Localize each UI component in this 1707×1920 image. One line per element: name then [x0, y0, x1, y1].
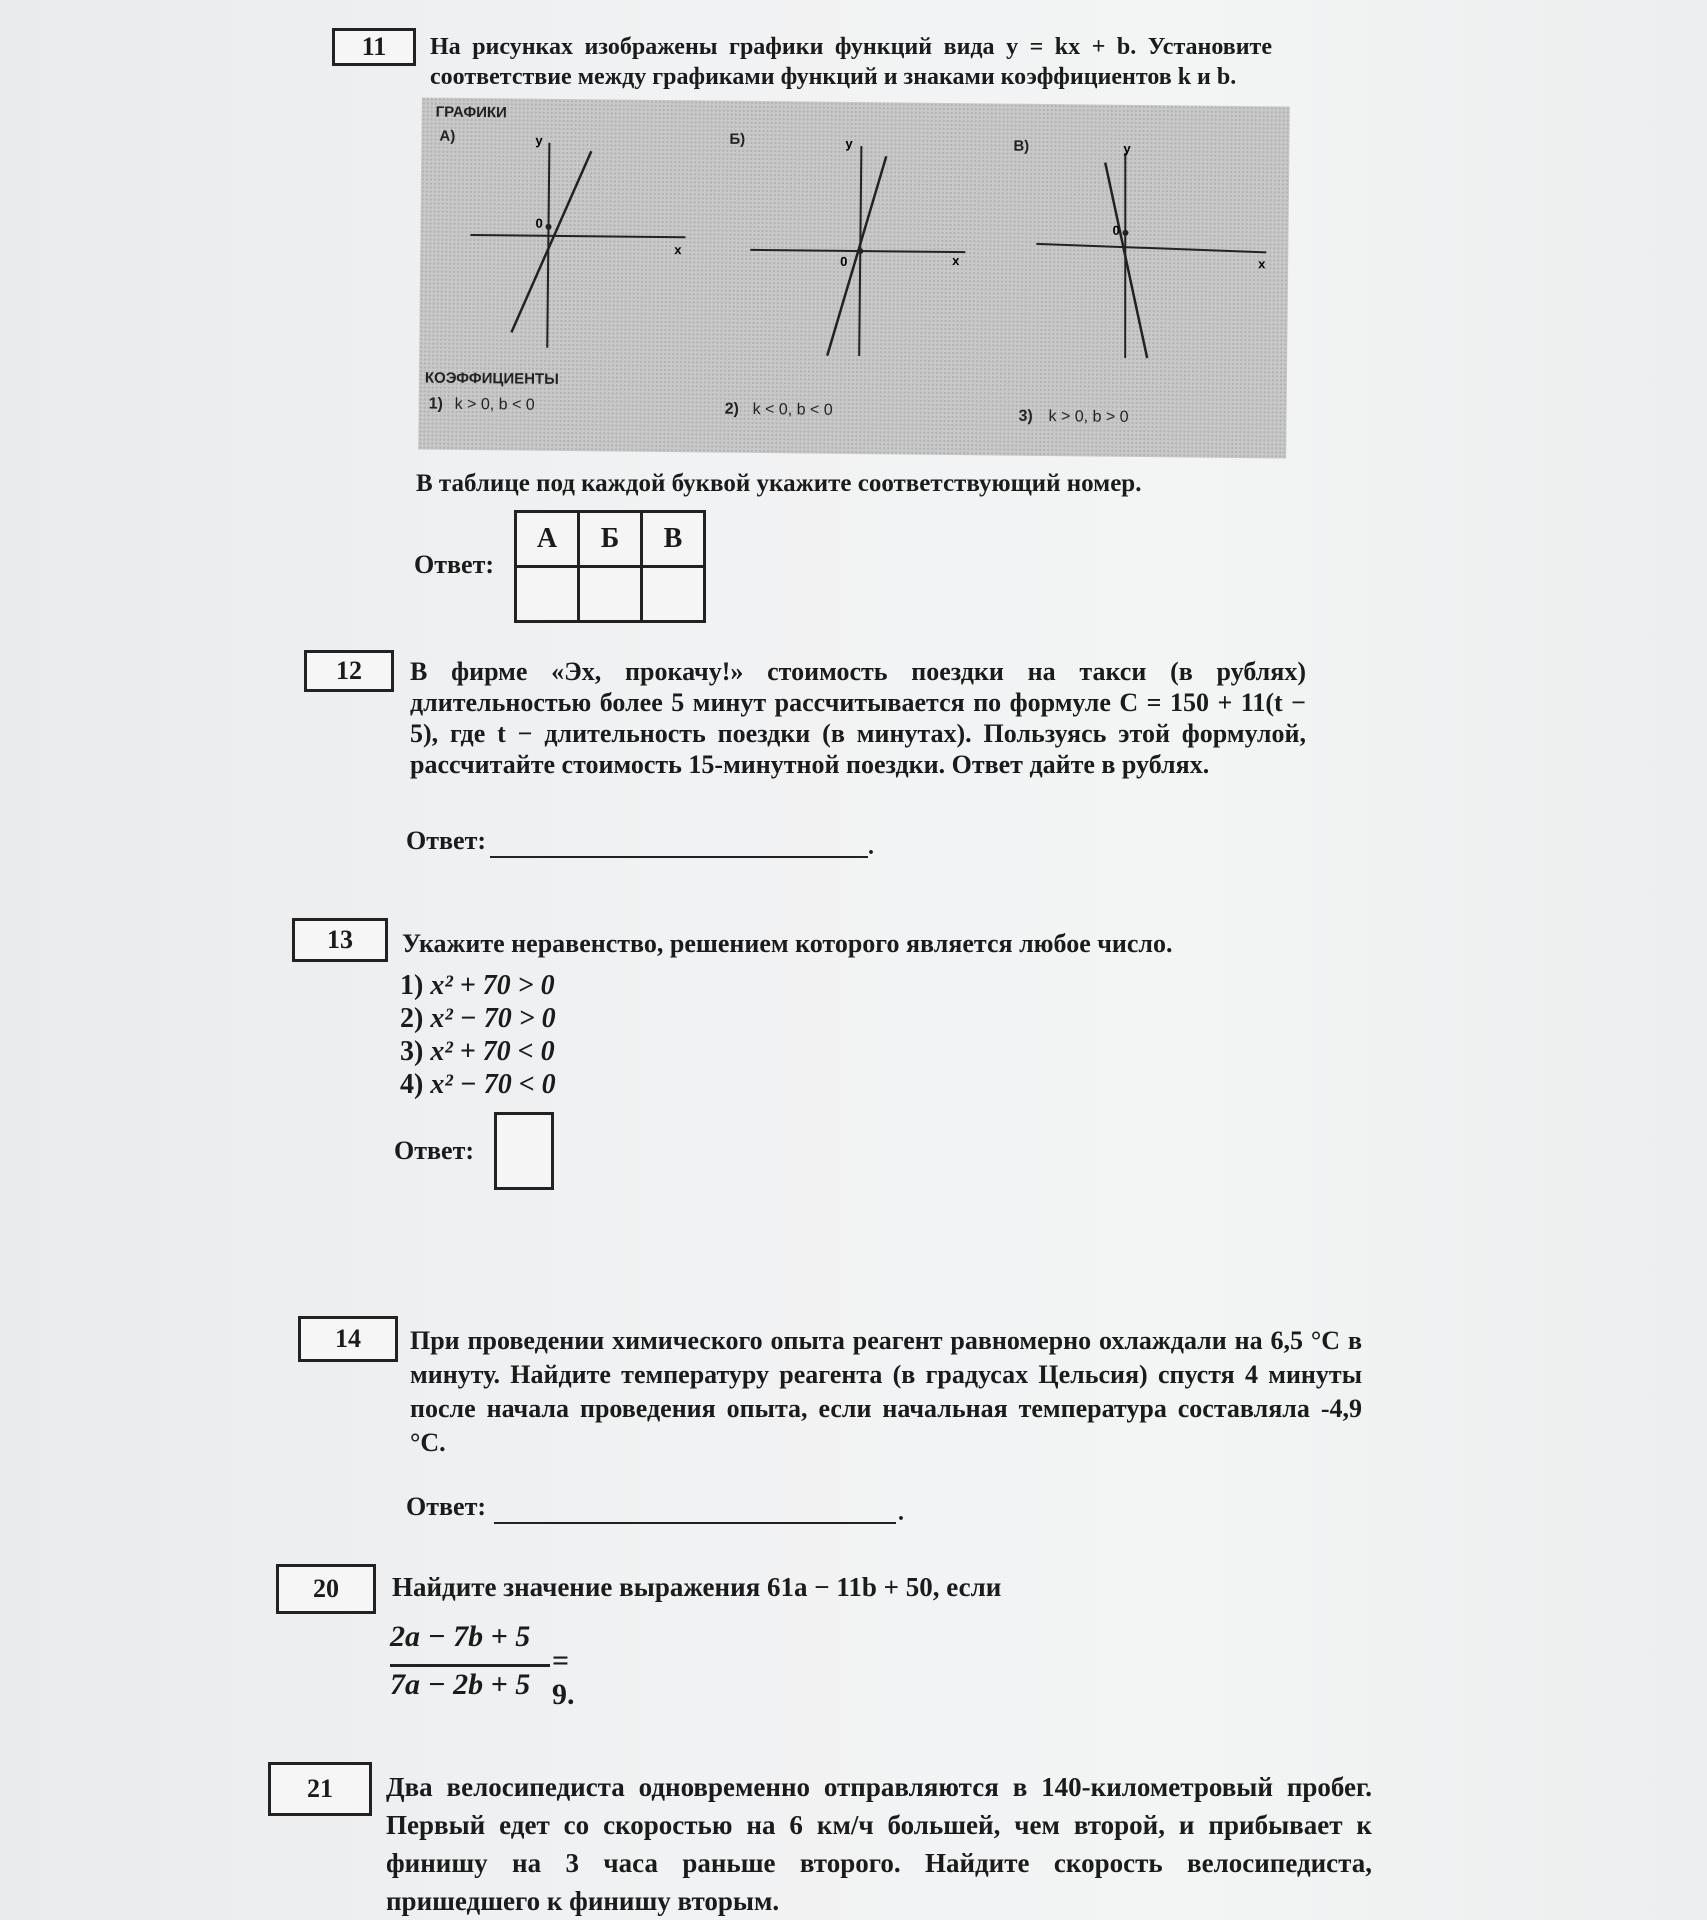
coef-2-num: 2)	[724, 400, 739, 418]
task-21-text: Два велосипедиста одновременно отправляются в 140-километровый пробег. Первый едет со скоростью на 6 км/ч большей, чем второй, и прибывает к финишу на 3 часа раньше второго. Найдите скорость велосипедиста, пришедшего к финишу вторым.	[386, 1772, 1372, 1916]
fraction-bar	[390, 1664, 550, 1667]
coef-1-num: 1)	[428, 395, 443, 413]
coefficients-header: КОЭФФИЦИЕНТЫ	[424, 369, 559, 388]
graphs-header: ГРАФИКИ	[435, 103, 507, 122]
task-20-text: Найдите значение выражения 61a − 11b + 50, если	[392, 1572, 1002, 1602]
task-13-text: Укажите неравенство, решением которого является любое число.	[402, 929, 1173, 958]
graphs-figure	[418, 97, 1290, 458]
task-11-answer-table	[514, 510, 706, 623]
task-11-answer-label: Ответ:	[414, 550, 495, 579]
task-11-instruction: В таблице под каждой буквой укажите соответствующий номер.	[416, 470, 1142, 497]
answer-cell-b[interactable]	[579, 567, 642, 622]
task-21-number: 21	[268, 1762, 372, 1816]
option-2: 2) x² − 70 > 0	[400, 1003, 556, 1034]
graph-a-label: А)	[439, 127, 456, 145]
task-14-text: При проведении химического опыта реагент равномерно охлаждали на 6,5 °С в минуту. Найдите температуру реагента (в градусах Цельсия) спустя 4 минуты после начала проведения опыта, если начальная температура составляла -4,9 °С.	[410, 1326, 1362, 1457]
task-12-answer-label: Ответ:	[406, 826, 487, 855]
answer-cell-c[interactable]	[642, 567, 705, 622]
option-4: 4) x² − 70 < 0	[400, 1069, 556, 1100]
graph-a-y-label: y	[535, 132, 543, 148]
task-12-answer-dot: .	[868, 834, 874, 860]
graph-c	[1025, 132, 1277, 365]
task-20-number: 20	[276, 1564, 376, 1614]
answer-col-b: Б	[579, 512, 642, 567]
task-14-answer-field[interactable]	[494, 1522, 896, 1524]
graph-b-origin: 0	[840, 253, 848, 269]
coef-3-num: 3)	[1018, 407, 1033, 425]
answer-col-c: В	[642, 512, 705, 567]
graph-a-origin: 0	[535, 215, 543, 231]
task-13-answer-label: Ответ:	[394, 1136, 475, 1165]
option-3: 3) x² + 70 < 0	[400, 1036, 555, 1067]
fraction-denominator: 7a − 2b + 5	[390, 1668, 531, 1701]
task-12-text: В фирме «Эх, прокачу!» стоимость поездки на такси (в рублях) длительностью более 5 минут рассчитывается по формуле C = 150 + 11(t − 5), где t − длительность поездки (в минутах). Пользуясь этой формулой, рассчитайте стоимость 15-минутной поездки. Ответ дайте в рублях.	[410, 657, 1306, 779]
task-13-number: 13	[292, 918, 388, 962]
graph-a	[459, 122, 701, 355]
task-14-answer-label: Ответ:	[406, 1492, 487, 1521]
fraction-rhs: = 9.	[552, 1644, 575, 1711]
graph-b	[739, 125, 981, 358]
coef-2: k < 0, b < 0	[752, 400, 833, 419]
graph-c-y-label: y	[1123, 140, 1131, 156]
coef-3: k > 0, b > 0	[1048, 408, 1129, 426]
task-11-number: 11	[332, 28, 416, 66]
task-13-answer-box[interactable]	[494, 1112, 554, 1190]
graph-c-x-label: x	[1258, 256, 1266, 272]
task-11-text: На рисунках изображены графики функций вида y = kx + b. Установите соответствие между графиками функций и знаками коэффициентов k и b.	[430, 34, 1272, 90]
answer-cell-a[interactable]	[516, 567, 579, 622]
answer-col-a: А	[516, 512, 579, 567]
option-1: 1) x² + 70 > 0	[400, 970, 555, 1001]
task-12-number: 12	[304, 650, 394, 692]
graph-c-label: В)	[1013, 137, 1030, 155]
graph-a-x-label: x	[674, 242, 682, 258]
task-14-answer-dot: .	[898, 1500, 904, 1526]
graph-b-y-label: y	[845, 135, 853, 151]
graph-b-x-label: x	[952, 253, 960, 269]
fraction-numerator: 2a − 7b + 5	[390, 1620, 531, 1653]
task-12-answer-field[interactable]	[490, 856, 868, 858]
graph-b-label: Б)	[729, 130, 746, 148]
task-20-fraction	[390, 1620, 590, 1710]
coef-1: k > 0, b < 0	[454, 395, 535, 414]
task-14-number: 14	[298, 1316, 398, 1362]
graph-c-origin: 0	[1112, 222, 1120, 238]
